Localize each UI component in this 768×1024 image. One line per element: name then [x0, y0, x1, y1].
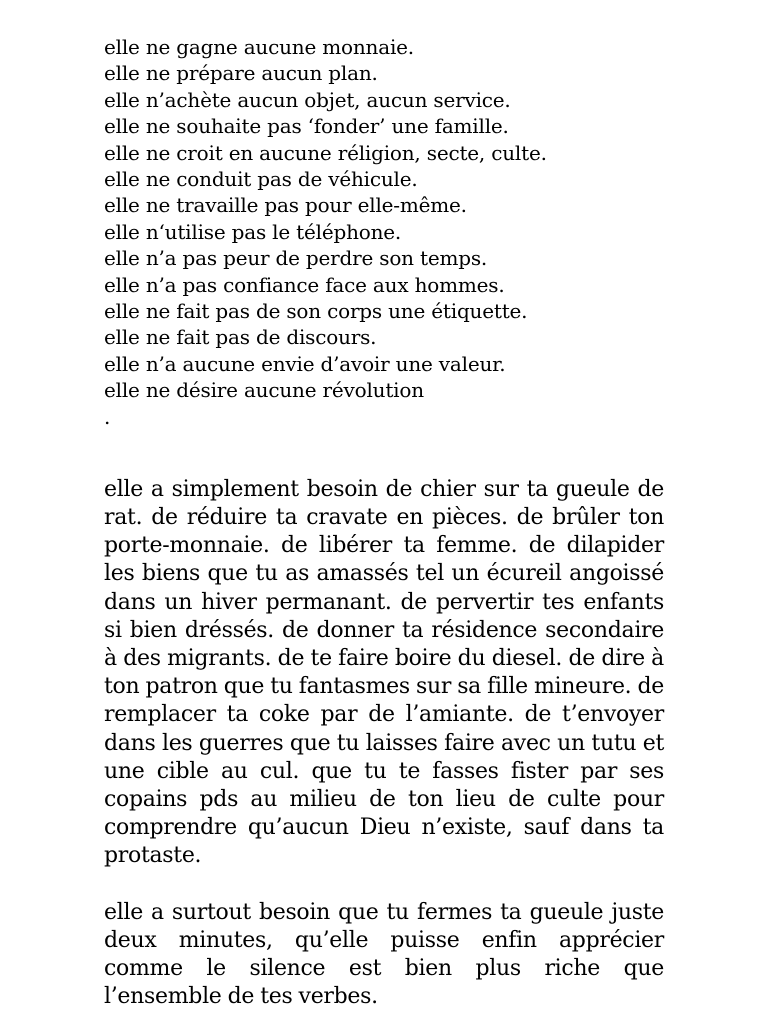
- poem-line: elle n’achète aucun objet, aucun service.: [104, 87, 511, 112]
- poem-line: elle n’a aucune envie d’avoir une valeur.: [104, 351, 506, 376]
- poem-line: elle n‘utilise pas le téléphone.: [104, 219, 402, 244]
- poem-line: elle ne gagne aucune monnaie.: [104, 35, 414, 59]
- poem-line: elle ne fait pas de discours.: [104, 325, 377, 350]
- poem-line: elle ne fait pas de son corps une étiquette.: [104, 299, 528, 324]
- poem-line: elle ne conduit pas de véhicule.: [104, 167, 418, 192]
- document-page: [104, 34, 664, 1011]
- poem-line: elle n’a pas confiance face aux hommes.: [104, 272, 505, 297]
- trailing-dot: .: [104, 404, 111, 429]
- poem-line: elle n’a pas peur de perdre son temps.: [104, 246, 488, 271]
- poem-line: elle ne souhaite pas ‘fonder’ une famille.: [104, 114, 509, 139]
- poem-line-list: [104, 34, 664, 404]
- paragraph-needs: elle a simplement besoin de chier sur ta gueule de rat. de réduire ta cravate en pièces. de brûler ton porte-monnaie. de libérer ta femme. de dilapider les biens que tu as amassés tel un écureil angoissé dans un hiver permanant. de pervertir tes enfants si bien dréssés. de donner ta résidence secondaire à des migrants. de te faire boire du diesel. de dire à ton patron que tu fantasmes sur sa fille mineure. de remplacer ta coke par de l’amiante. de t’envoyer dans les guerres que tu laisses faire avec un tutu et une cible au cul. que tu te fasses fister par ses copains pds au milieu de ton lieu de culte pour comprendre qu’aucun Dieu n’existe, sauf dans ta protaste.: [104, 476, 664, 869]
- poem-line: elle ne travaille pas pour elle-même.: [104, 193, 467, 218]
- poem-line: elle ne prépare aucun plan.: [104, 61, 378, 86]
- paragraph-silence: elle a surtout besoin que tu fermes ta gueule juste deux minutes, qu’elle puisse enfin apprécier comme le silence est bien plus riche que l’ensemble de tes verbes.: [104, 899, 664, 1010]
- poem-line: elle ne désire aucune révolution: [104, 378, 424, 403]
- poem-line: elle ne croit en aucune réligion, secte, culte.: [104, 140, 547, 165]
